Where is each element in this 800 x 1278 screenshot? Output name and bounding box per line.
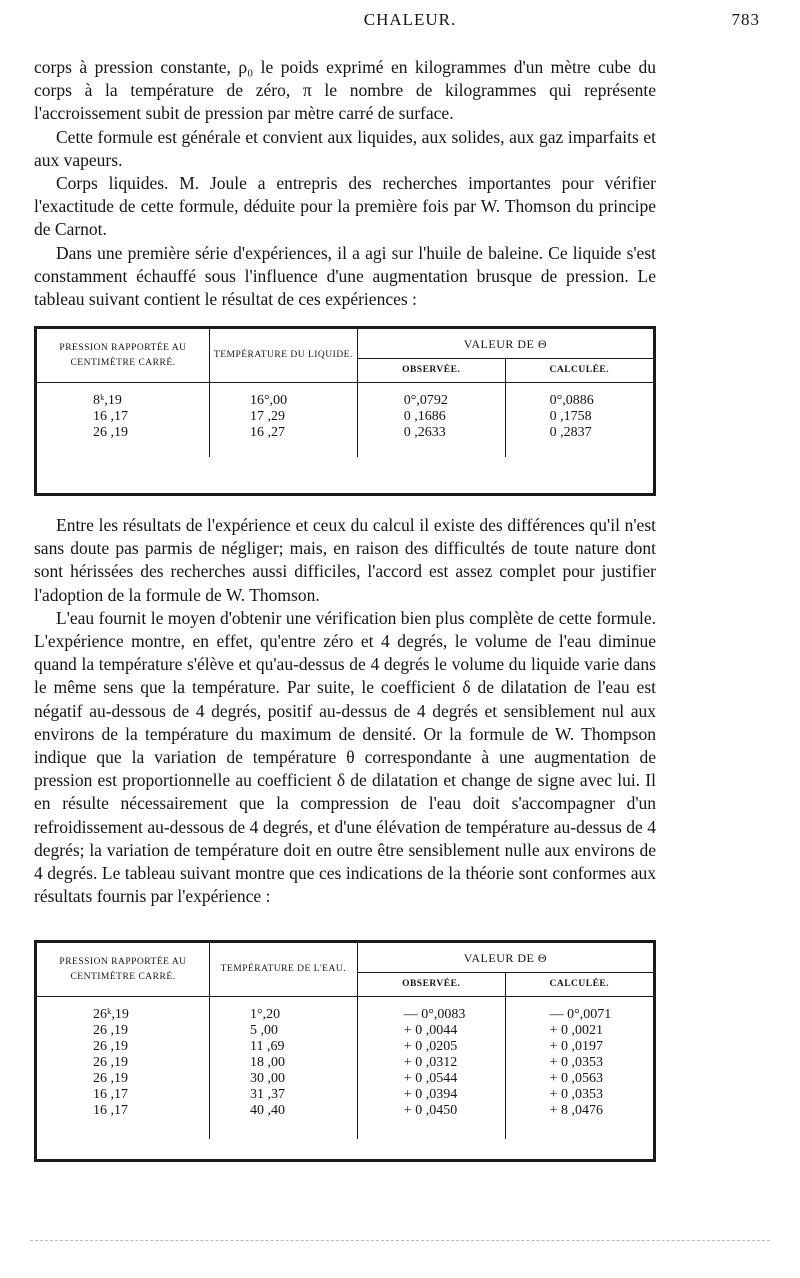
paragraph: Cette formule est générale et convient aux liquides, aux solides, aux gaz imparfaits et aux vapeurs. [34, 126, 656, 170]
table-row [37, 1071, 653, 1087]
table-row [37, 1039, 653, 1055]
running-title: CHALEUR. [363, 10, 457, 29]
cell-observee: — 0°,0083 [357, 1007, 505, 1023]
cell-pression: 26 ,19 [93, 1023, 128, 1038]
table-water [34, 940, 656, 1162]
cell-observee: 0°,0792 [357, 393, 505, 409]
page-bottom-rule [30, 1240, 770, 1247]
cell-observee: + 0 ,0044 [357, 1023, 505, 1039]
cell-observee: 0 ,1686 [357, 409, 505, 425]
cell-pression: 26 ,19 [93, 425, 128, 440]
cell-pression: 26ᵏ,19 [93, 1007, 129, 1022]
cell-temperature: 16°,00 [209, 393, 357, 409]
header-valeur: VALEUR DE Θ [357, 943, 653, 973]
cell-temperature: 40 ,40 [209, 1103, 357, 1119]
table-row [37, 409, 653, 425]
cell-pression: 26 ,19 [93, 1071, 128, 1086]
header-calculee: CALCULÉE. [505, 359, 653, 383]
table-row [37, 1055, 653, 1071]
cell-pression: 8ᵏ,19 [93, 393, 122, 408]
header-valeur: VALEUR DE Θ [357, 329, 653, 359]
table-row [37, 393, 653, 409]
cell-calculee: + 8 ,0476 [505, 1103, 653, 1119]
header-pression: PRESSION RAPPORTÉE AU CENTIMÈTRE CARRÉ. [37, 329, 209, 383]
table-row [37, 1007, 653, 1023]
page-header [60, 10, 760, 34]
cell-temperature: 30 ,00 [209, 1071, 357, 1087]
cell-observee: + 0 ,0394 [357, 1087, 505, 1103]
table-whale-oil [34, 326, 656, 496]
cell-temperature: 11 ,69 [209, 1039, 357, 1055]
cell-temperature: 5 ,00 [209, 1023, 357, 1039]
header-temperature: TEMPÉRATURE DU LIQUIDE. [209, 329, 357, 383]
cell-temperature: 31 ,37 [209, 1087, 357, 1103]
cell-calculee: + 0 ,0021 [505, 1023, 653, 1039]
cell-observee: + 0 ,0312 [357, 1055, 505, 1071]
cell-pression: 16 ,17 [93, 409, 128, 424]
cell-observee: + 0 ,0450 [357, 1103, 505, 1119]
text-block-top [34, 56, 656, 311]
table-row [37, 1103, 653, 1119]
cell-calculee: — 0°,0071 [505, 1007, 653, 1023]
cell-temperature: 18 ,00 [209, 1055, 357, 1071]
paragraph: corps à pression constante, ρ₀ le poids exprimé en kilogrammes d'un mètre cube du corps à la température de zéro, π le nombre de kilogrammes qui représente l'accroissement subit de pression par mètre carré de surface. [34, 57, 656, 124]
cell-pression: 16 ,17 [93, 1103, 128, 1118]
paragraph: Corps liquides. M. Joule a entrepris des recherches importantes pour vérifier l'exactitude de cette formule, déduite pour la première fois par W. Thomson du principe de Carnot. [34, 173, 656, 240]
header-calculee: CALCULÉE. [505, 973, 653, 997]
cell-temperature: 1°,20 [209, 1007, 357, 1023]
cell-pression: 26 ,19 [93, 1039, 128, 1054]
text-block-middle [34, 514, 656, 908]
paragraph: L'eau fournit le moyen d'obtenir une vérification bien plus complète de cette formule. L'expérience montre, en effet, qu'entre zéro et 4 degrés, le volume de l'eau diminue quand la température s'élève et qu'au-dessus de 4 degrés le volume du liquide varie dans le même sens que la température. Par suite, le coefficient δ de dilatation de l'eau est négatif au-dessous de 4 degrés, positif au-dessus de 4 degrés et sensiblement nul aux environs de la température du maximum de densité. Or la formule de W. Thompson indique que la variation de température θ correspondante à une augmentation de pression est proportionnelle au coefficient δ de dilatation et change de signe avec lui. Il en résulte nécessairement que la compression de l'eau doit s'accompagner d'un refroidissement au-dessous de 4 degrés, et d'une élévation de température au-dessus de 4 degrés; la variation de température doit en outre être sensiblement nulle aux environs de 4 degrés. Le tableau suivant montre que ces indications de la théorie sont conformes aux résultats fournis par l'expérience : [34, 607, 656, 907]
cell-temperature: 16 ,27 [209, 425, 357, 441]
page-number: 783 [731, 10, 760, 29]
table-row [37, 1023, 653, 1039]
cell-observee: 0 ,2633 [357, 425, 505, 441]
header-observee: OBSERVÉE. [357, 359, 505, 383]
paragraph: Entre les résultats de l'expérience et ceux du calcul il existe des différences qu'il n'est sans doute pas parmis de négliger; mais, en raison des difficultés de toute nature dont sont hérissées des recherches aussi difficiles, l'accord est assez complet pour justifier l'adoption de la formule de W. Thomson. [34, 515, 656, 605]
table-row [37, 1087, 653, 1103]
cell-calculee: + 0 ,0353 [505, 1055, 653, 1071]
cell-calculee: 0°,0886 [505, 393, 653, 409]
table-row [37, 425, 653, 441]
header-pression: PRESSION RAPPORTÉE AU CENTIMÈTRE CARRÉ. [37, 943, 209, 997]
header-temperature: TEMPÉRATURE DE L'EAU. [209, 943, 357, 997]
cell-calculee: 0 ,1758 [505, 409, 653, 425]
cell-observee: + 0 ,0205 [357, 1039, 505, 1055]
cell-calculee: + 0 ,0197 [505, 1039, 653, 1055]
cell-temperature: 17 ,29 [209, 409, 357, 425]
cell-calculee: + 0 ,0563 [505, 1071, 653, 1087]
cell-calculee: 0 ,2837 [505, 425, 653, 441]
cell-pression: 26 ,19 [93, 1055, 128, 1070]
cell-observee: + 0 ,0544 [357, 1071, 505, 1087]
paragraph: Dans une première série d'expériences, il a agi sur l'huile de baleine. Ce liquide s'est constamment échauffé sous l'influence d'une augmentation brusque de pression. Le tableau suivant contient le résultat de ces expériences : [34, 242, 656, 310]
cell-calculee: + 0 ,0353 [505, 1087, 653, 1103]
cell-pression: 16 ,17 [93, 1087, 128, 1102]
header-observee: OBSERVÉE. [357, 973, 505, 997]
